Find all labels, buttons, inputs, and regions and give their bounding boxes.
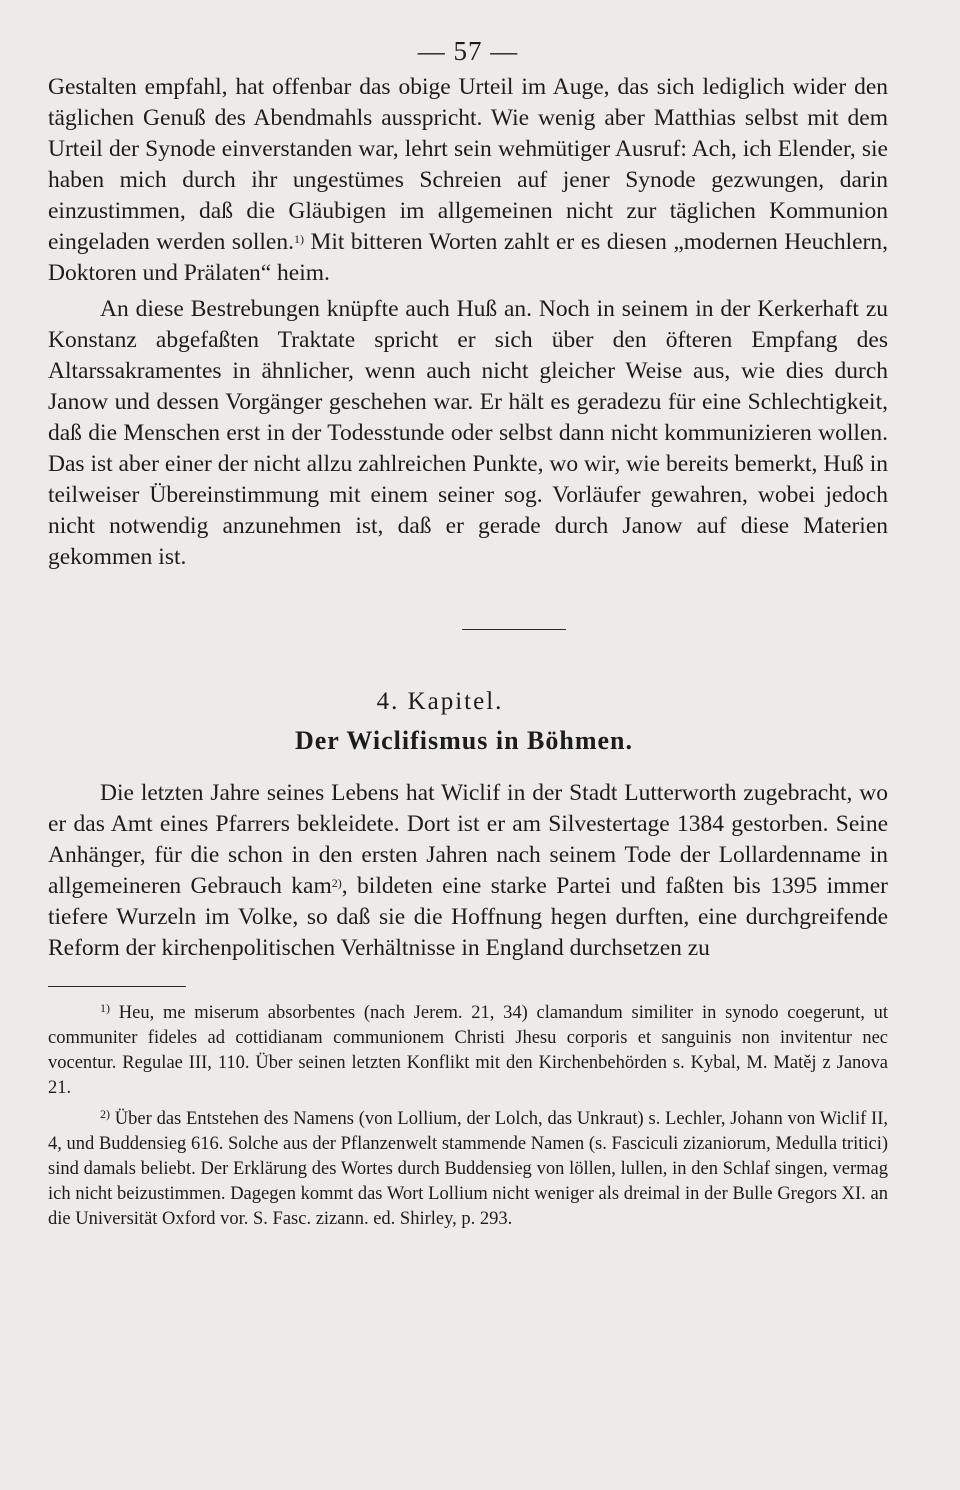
paragraph-text: Mit bitteren Worten zahlt er es diesen „modernen Heuchlern, Doktoren und Prälaten“ heim.: [48, 229, 889, 286]
paragraph-continuation: [48, 72, 888, 289]
paragraph-text: Die letzten Jahre seines Lebens hat Wiclif in der Stadt Lutterworth zugebracht, wo er das Amt eines Pfarrers bekleidete. Dort ist er am Silvestertage 1384 gestorben. Seine Anhänger, für die schon in den ersten Jahren nach seinem Tode der Lollardenname in allgemeineren Gebrauch kam: [48, 780, 888, 899]
footnote-reference-2[interactable]: 2): [331, 876, 342, 890]
footnote-reference-1[interactable]: 1): [293, 232, 304, 246]
footnote-text: Über das Entstehen des Namens (von Lollium, der Lolch, das Unkraut) s. Lechler, Johann von Wiclif II, 4, und Buddensieg 616. Solche aus der Pflanzenwelt stammende Namen (s. Fasciculi zizaniorum, Medulla tritici) sind damals beliebt. Der Erklärung des Wortes durch Buddensieg von löllen, lullen, in den Schlaf singen, vermag ich nicht beizustimmen. Dagegen kommt das Wort Lollium nicht weniger als dreimal in der Bulle Gregors XI. an die Universität Oxford vor. S. Fasc. zizann. ed. Shirley, p. 293.: [48, 1109, 888, 1229]
chapter-title: Der Wiclifismus in Böhmen.: [294, 726, 634, 755]
section-divider: [462, 629, 566, 630]
footnote-divider: [48, 986, 186, 987]
paragraph-text: , bildeten eine starke Partei und faßten bis 1395 immer tiefere Wurzeln im Volke, so daß sie die Hoffnung hegen durften, eine durchgreifende Reform der kirchenpolitischen Verhältnisse in England durchsetzen zu: [48, 873, 888, 961]
footnote-marker: 1): [100, 1001, 110, 1015]
chapter-number: 4. Kapitel.: [376, 688, 504, 715]
footnote-text: Heu, me miserum absorbentes (nach Jerem. 21, 34) clamandum similiter in synodo coegerunt, ut communiter fideles ad cottidianam communionem Christi Jhesu corporis et sanguinis non invitentur nec vocentur. Regulae III, 110. Über seinen letzten Konflikt mit den Kirchenbehörden s. Kybal, M. Matěj z Janova 21.: [48, 1003, 888, 1098]
book-page: [48, 30, 888, 1232]
footnote-2: [48, 1107, 888, 1232]
paragraph-text: Gestalten empfahl, hat offenbar das obige Urteil im Auge, das sich lediglich wider den täglichen Genuß des Abendmahls ausspricht. Wie wenig aber Matthias selbst mit dem Urteil der Synode einverstanden war, lehrt sein wehmütiger Ausruf: Ach, ich Elender, sie haben mich durch ihr ungestümes Schreien auf jener Synode gezwungen, darin einzustimmen, daß die Gläubigen im allgemeinen nicht zur täglichen Kommunion eingeladen werden sollen.: [48, 74, 888, 255]
footnote-marker: 2): [100, 1107, 110, 1121]
chapter-paragraph: [48, 778, 888, 964]
page-number: — 57 —: [417, 36, 519, 66]
paragraph-huss: An diese Bestrebungen knüpfte auch Huß an. Noch in seinem in der Kerkerhaft zu Konstanz abgefaßten Traktate spricht er sich über den öfteren Empfang des Altarssakramentes in ähnlicher, wenn auch nicht gleicher Weise aus, wie dies durch Janow und dessen Vorgänger geschehen war. Er hält es geradezu für eine Schlechtigkeit, daß die Menschen erst in der Todesstunde oder selbst dann nicht kommunizieren wollen. Das ist aber einer der nicht allzu zahlreichen Punkte, wo wir, wie bereits bemerkt, Huß in teilweiser Übereinstimmung mit einem seiner sog. Vorläufer gewahren, wobei jedoch nicht notwendig anzunehmen ist, daß er gerade durch Janow auf diese Materien gekommen ist.: [48, 296, 888, 570]
footnote-1: [48, 1001, 888, 1101]
